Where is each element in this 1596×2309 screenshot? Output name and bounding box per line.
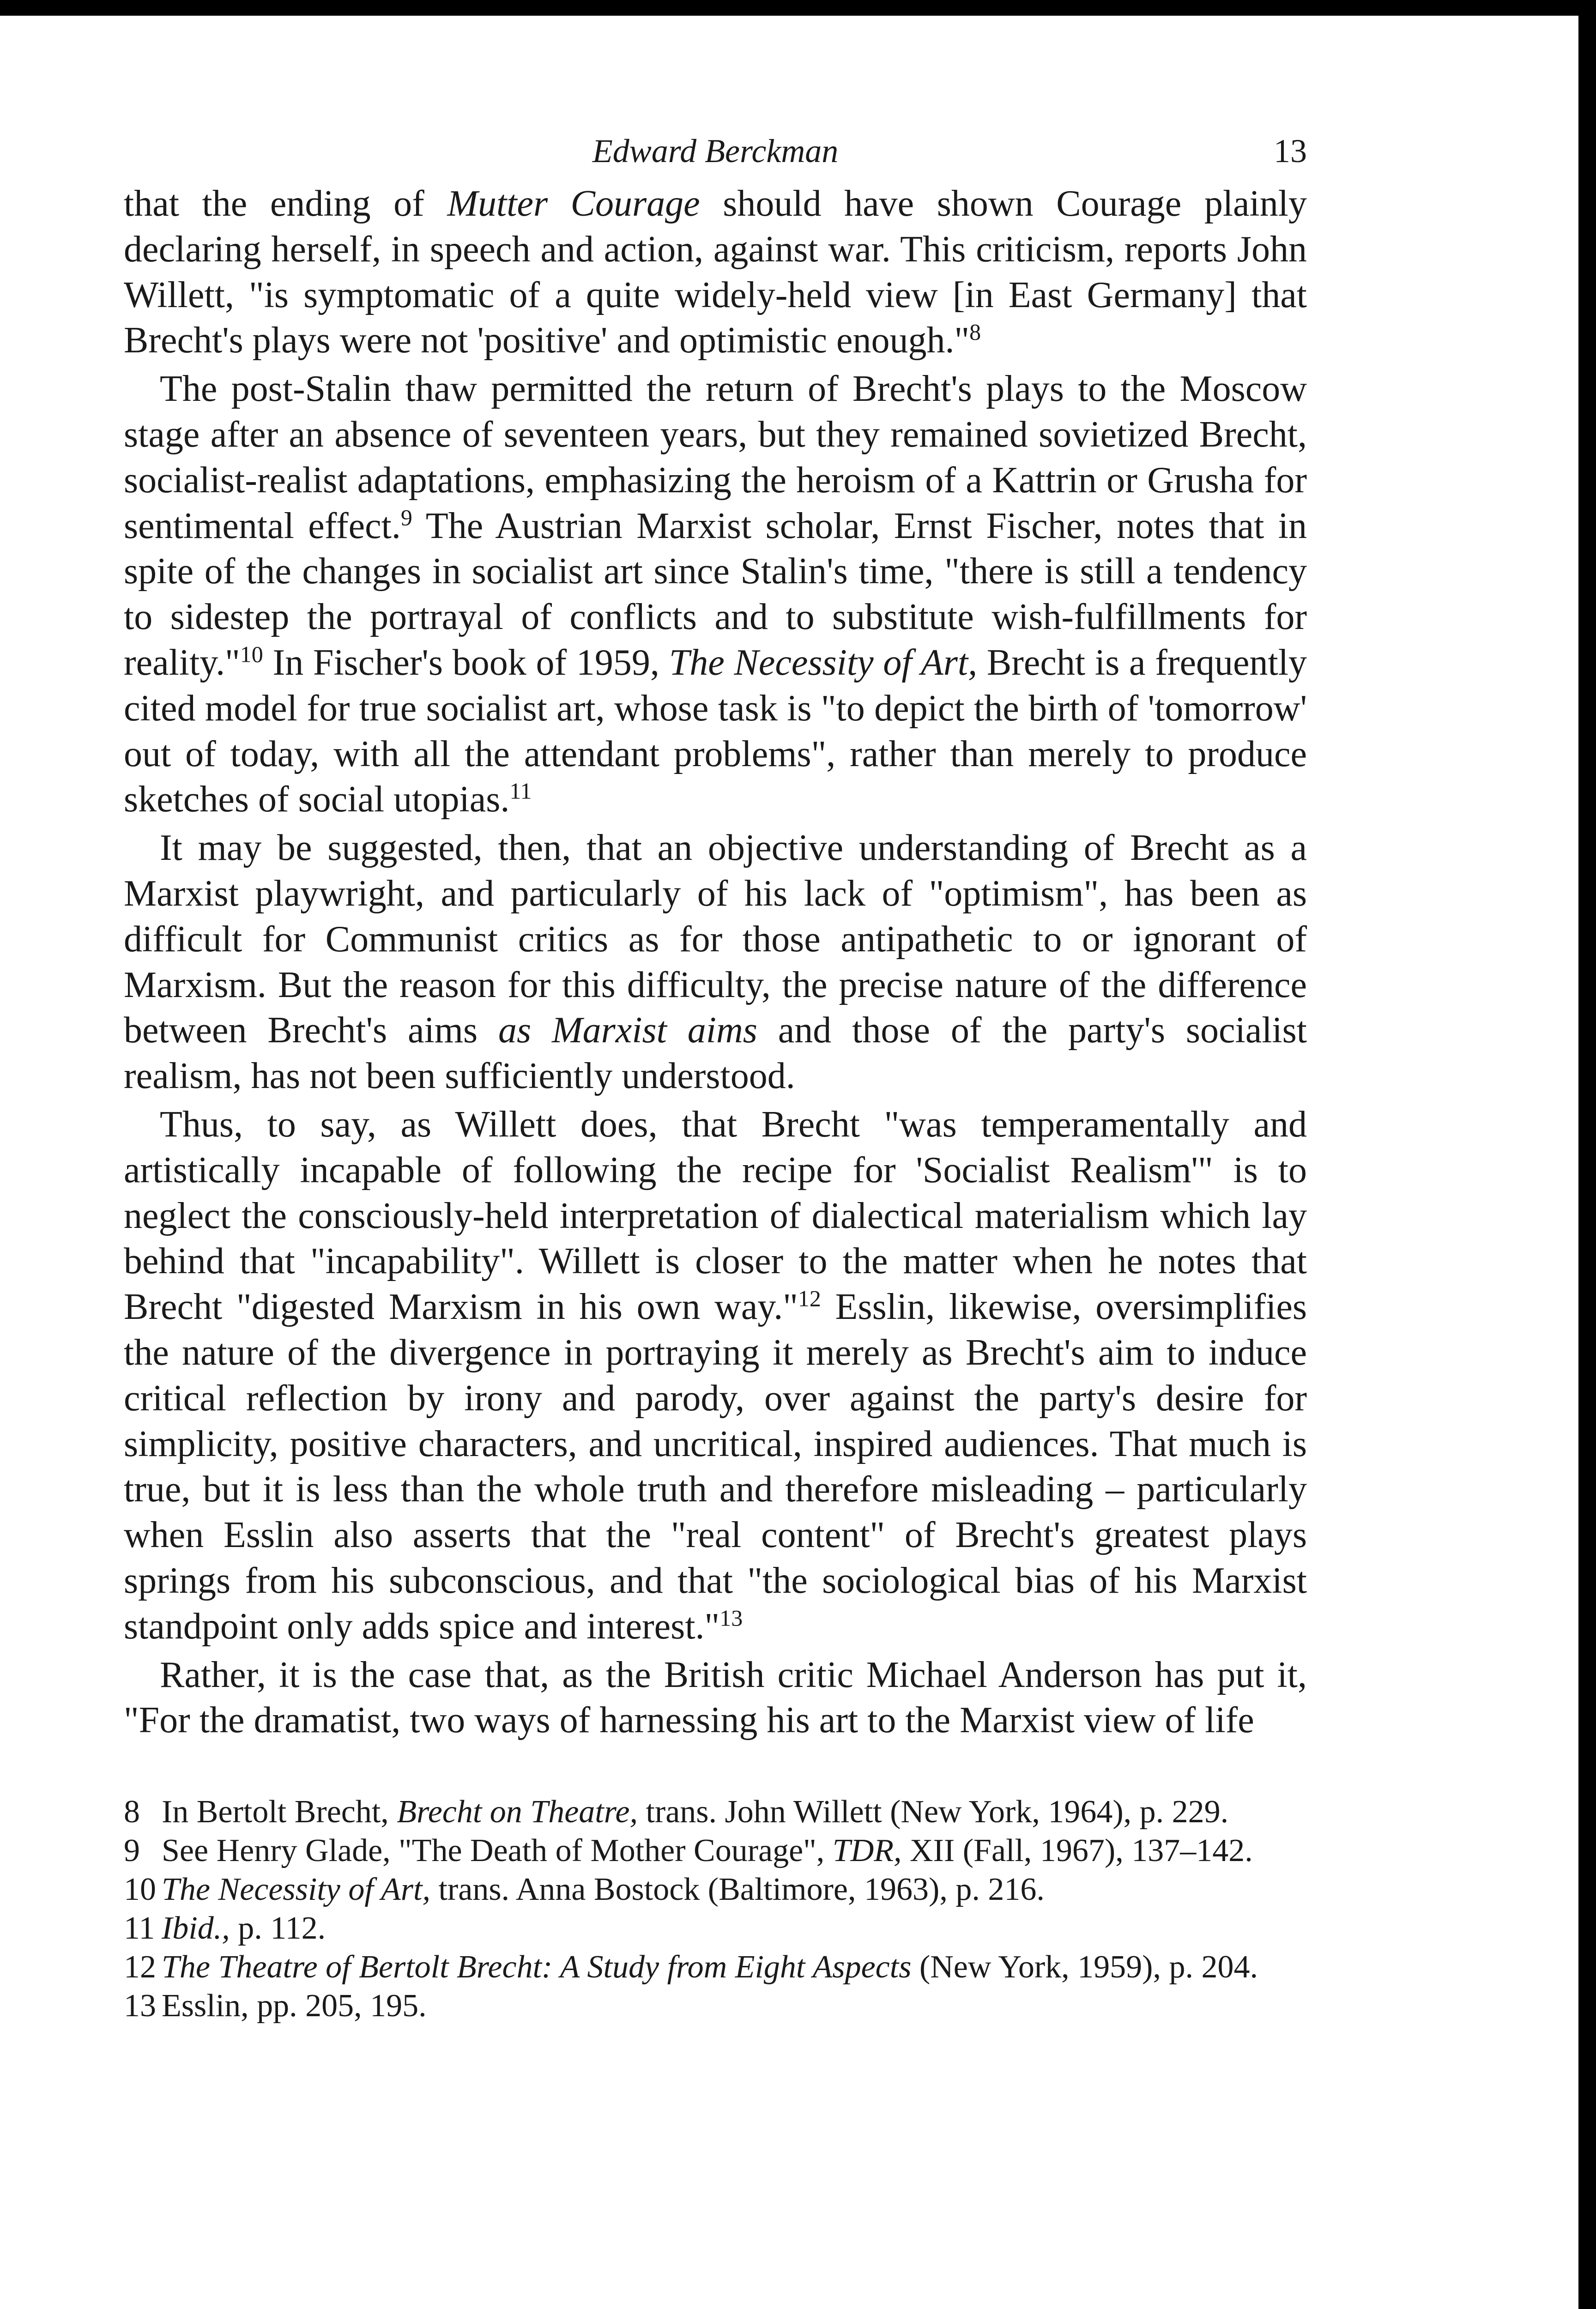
italic-text: Ibid.,: [162, 1910, 230, 1946]
footnote-number: 9: [124, 1833, 140, 1869]
text-run: Esslin, likewise, oversimplifies the nature of the divergence in portraying it merely as Brecht's aim to induce critical reflection by irony and parody, over against the party's desire for simplicity, positive characters, and uncritical, inspired audiences. That much is true, but it is less than the whole truth and therefore misleading – particularly when Esslin also asserts that the "real content" of Brecht's greatest plays springs from his subconscious, and that "the sociological bias of his Marxist standpoint only adds spice and interest.": [124, 1287, 1307, 1647]
footnote-number: 10: [124, 1872, 156, 1908]
footnote-reference: 12: [798, 1285, 821, 1312]
body-text: [124, 181, 1307, 1743]
text-run: should have shown Courage plainly declaring herself, in speech and action, against war. This criticism, reports John Willett, "is symptomatic of a quite widely-held view [in East Germany] that Brecht's plays were not 'positive' and optimistic enough.": [124, 183, 1307, 361]
footnote: [124, 1948, 1307, 1986]
page-number: 13: [1274, 133, 1307, 169]
italic-text: Mutter Courage: [447, 183, 700, 224]
footnote-text: [162, 1948, 1307, 1986]
footnote-text: [162, 1910, 1307, 1947]
text-run: Brecht is a frequently cited model for true socialist art, whose task is "to depict the birth of 'tomorrow' out of today, with all the attendant problems", rather than merely to produce sketches of social utopias.: [124, 642, 1307, 820]
scan-border-right: [1578, 0, 1596, 2309]
footnote-number: 12: [124, 1949, 156, 1985]
footnote: [124, 1910, 1307, 1947]
footnote-reference: 13: [719, 1605, 743, 1631]
footnote-text: [162, 1987, 1307, 2025]
paragraph: [124, 181, 1307, 363]
text-run: Thus, to say, as Willett does, that Brecht "was temperamentally and artistically incapable of following the recipe for 'Socialist Realism'" is to neglect the consciously-held interpretation of dialectical materialism which lay behind that "incapability". Willett is closer to the matter when he notes that Brecht "digested Marxism in his own way.": [124, 1104, 1307, 1328]
italic-text: The Necessity of Art,: [669, 642, 978, 683]
text-run: (New York, 1959), p. 204.: [911, 1949, 1258, 1985]
footnote-number: 13: [124, 1988, 156, 2024]
footnotes: [124, 1793, 1307, 2025]
paragraph: [124, 366, 1307, 822]
text-run: The Austrian Marxist scholar, Ernst Fischer, notes that in spite of the changes in socialist art since Stalin's time, "there is still a tendency to sidestep the portrayal of conflicts and to substitute wish-fulfillments for reality.": [124, 505, 1307, 683]
footnote-text: [162, 1832, 1307, 1870]
italic-text: The Necessity of Art,: [162, 1872, 430, 1908]
footnote-text: [162, 1793, 1307, 1831]
running-head: [124, 130, 1307, 181]
text-run: The post-Stalin thaw permitted the return of Brecht's plays to the Moscow stage after an absence of seventeen years, but they remained sovietized Brecht, socialist-realist adaptations, emphasizing the heroism of a Kattrin or Grusha for sentimental effect.: [124, 369, 1307, 546]
footnote-number: 11: [124, 1910, 155, 1946]
footnote: [124, 1793, 1307, 1831]
text-run: p. 112.: [230, 1910, 326, 1946]
text-run: XII (Fall, 1967), 137–142.: [901, 1833, 1253, 1869]
footnote-reference: 9: [400, 504, 412, 530]
footnote: [124, 1832, 1307, 1870]
text-run: In Fischer's book of 1959,: [263, 642, 669, 683]
footnote-reference: 11: [509, 778, 532, 804]
footnote: [124, 1871, 1307, 1909]
footnote-reference: 8: [969, 319, 981, 345]
text-run: See Henry Glade, "The Death of Mother Courage",: [162, 1833, 833, 1869]
text-run: trans. Anna Bostock (Baltimore, 1963), p. 216.: [430, 1872, 1045, 1908]
paragraph: [124, 1652, 1307, 1744]
footnote-reference: 10: [240, 641, 263, 667]
text-run: It may be suggested, then, that an objective understanding of Brecht as a Marxist playwright, and particularly of his lack of "optimism", has been as difficult for Communist critics as for those antipathetic to or ignorant of Marxism. But the reason for this difficulty, the precise nature of the difference between Brecht's aims: [124, 828, 1307, 1051]
text-run: Rather, it is the case that, as the British critic Michael Anderson has put it, "For the dramatist, two ways of harnessing his art to the Marxist view of life: [124, 1654, 1307, 1741]
text-run: In Bertolt Brecht,: [162, 1794, 397, 1830]
scan-border-top: [0, 0, 1596, 16]
page: [124, 130, 1307, 2026]
text-run: Esslin, pp. 205, 195.: [162, 1988, 427, 2024]
footnote-number: 8: [124, 1794, 140, 1830]
italic-text: The Theatre of Bertolt Brecht: A Study from Eight Aspects: [162, 1949, 912, 1985]
paragraph: [124, 825, 1307, 1099]
paragraph: [124, 1102, 1307, 1650]
footnote-text: [162, 1871, 1307, 1909]
italic-text: as Marxist aims: [498, 1010, 757, 1051]
italic-text: TDR,: [832, 1833, 902, 1869]
italic-text: Brecht on Theatre,: [397, 1794, 638, 1830]
text-run: that the ending of: [124, 183, 447, 224]
footnote: [124, 1987, 1307, 2025]
text-run: and those of the party's socialist realism, has not been sufficiently understood.: [124, 1010, 1307, 1097]
running-head-author: Edward Berckman: [592, 133, 839, 169]
text-run: trans. John Willett (New York, 1964), p. 229.: [637, 1794, 1229, 1830]
